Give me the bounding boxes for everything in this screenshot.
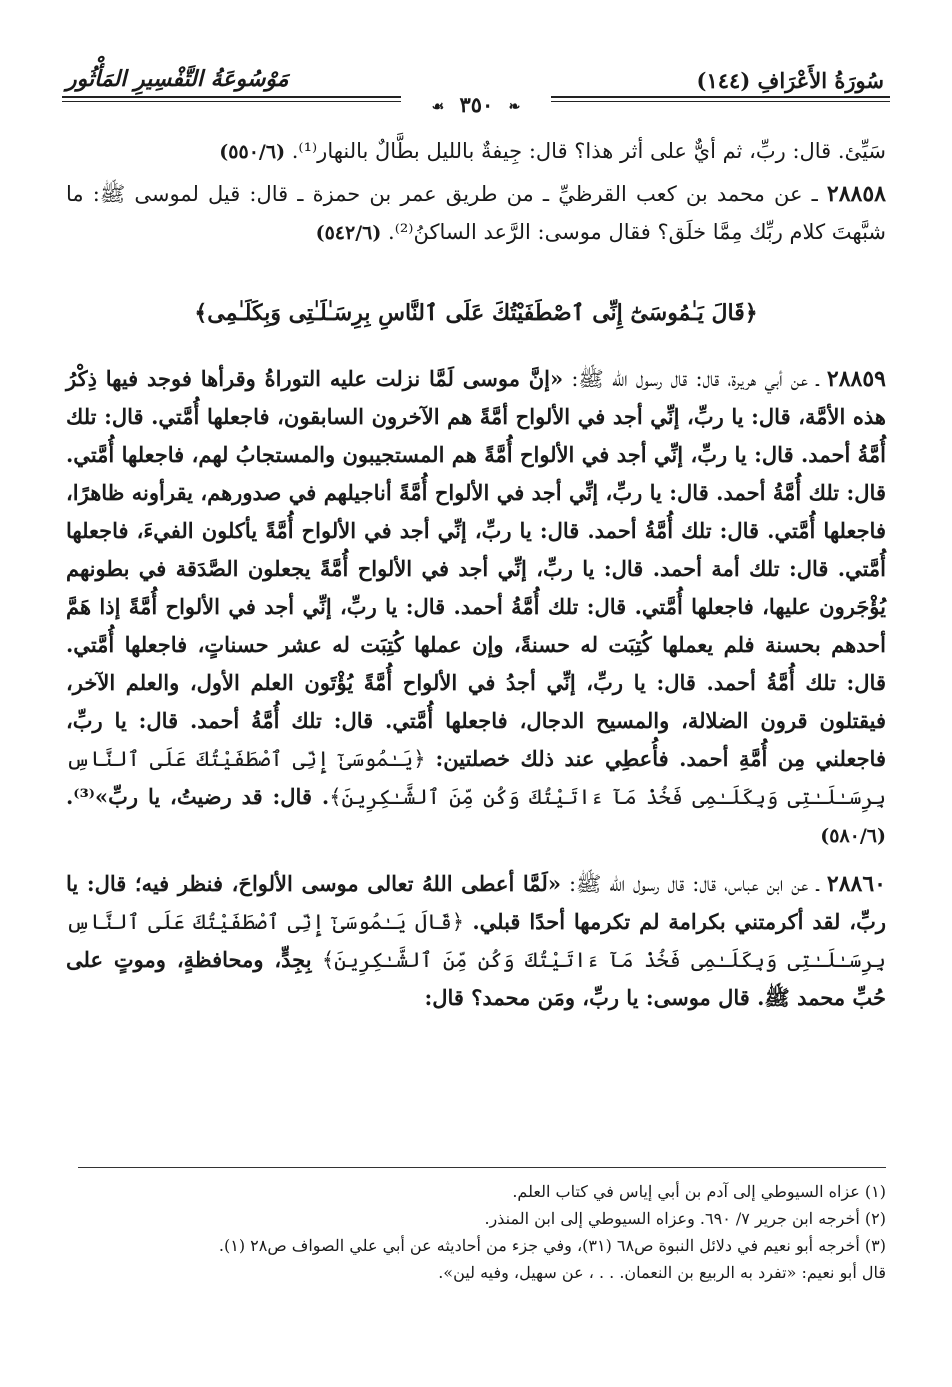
footnote-divider: [78, 1167, 886, 1168]
paragraph-1: [66, 132, 886, 171]
paragraph-1-reference: (٥٥٠/٦): [219, 141, 286, 163]
footnote-2: (٢) أخرجه ابن جرير ٧/ ٦٩٠. وعزاه السيوطي إلى ابن المنذر.: [484, 1209, 886, 1228]
paragraph-3-reference: (٥٨٠/٦): [820, 825, 886, 847]
footnote-3: (٣) أخرجه أبو نعيم في دلائل النبوة ص٦٨ (٣١)، وفي جزء من أحاديثه عن أبي علي الصواف ص٢٨ (١).: [218, 1236, 886, 1255]
footnotes: [66, 1178, 886, 1286]
book-title: مَوْسُوعَةُ التَّفْسِيرِ المَأْثُور: [66, 66, 289, 92]
paragraph-4-number: ٢٨٨٦٠: [826, 871, 886, 897]
page-number: ٣٥٠: [459, 92, 494, 117]
paragraph-4-tail: بِجِدٍّ، ومحافظةٍ، وموتٍ على حُبِّ محمد ﷺ. قال موسى: يا ربِّ، ومَن محمد؟ قال:: [66, 947, 886, 1010]
paragraph-2-text: ـ عن محمد بن كعب القرظيِّ ـ من طريق عمر بن حمزة ـ قال: قيل لموسى ﷺ: ما شبَّهتَ كلام ربِّك مِمَّا خلَق؟ فقال موسى: الرَّعد الساكنُ⁽²⁾.: [66, 182, 886, 244]
paragraph-4-text: «لَمَّا أعطى اللهُ تعالى موسى الألواحَ، فنظر فيه؛ قال: يا ربِّ، لقد أكرمتني بكرامة لم تكرمها أحدًا قبلي.: [66, 871, 886, 934]
ornament-left-icon: ❧: [508, 98, 521, 115]
verse-heading: ﴿قَالَ يَـٰمُوسَىٰٓ إِنِّى ٱصْطَفَيْتُكَ عَلَى ٱلنَّاسِ بِرِسَـٰلَـٰتِى وَبِكَلَـٰمِى﴾: [194, 300, 758, 326]
paragraph-3-verse: ﴿يَـٰمُوسَىٰٓ إِنِّى ٱصْطَفَيْتُكَ عَلَى ٱلنَّاسِ بِرِسَـٰلَـٰتِى وَبِكَلَـٰمِى فَخُذْ مَآ ءَاتَيْتُكَ وَكُن مِّنَ ٱلشَّـٰكِرِينَ﴾: [66, 747, 886, 809]
paragraph-3-tail: . قال: قد رضيتُ، يا ربِّ»⁽³⁾.: [66, 784, 330, 809]
paragraph-2-reference: (٥٤٢/٦): [315, 222, 382, 244]
main-text: [66, 132, 886, 1017]
paragraph-3-number: ٢٨٨٥٩: [826, 366, 886, 392]
paragraph-2-number: ٢٨٨٥٨: [826, 181, 886, 207]
footnote-3-continued: قال أبو نعيم: «تفرد به الربيع بن النعمان. . . ، عن سهيل، وفيه لين».: [438, 1263, 886, 1282]
paragraph-3: [66, 360, 886, 855]
running-header: [62, 52, 890, 117]
footnote-1: (١) عزاه السيوطي إلى آدم بن أبي إياس في كتاب العلم.: [512, 1182, 886, 1201]
paragraph-4-verse: ﴿قَالَ يَـٰمُوسَىٰٓ إِنِّى ٱصْطَفَيْتُكَ عَلَى ٱلنَّاسِ بِرِسَـٰلَـٰتِى وَبِكَلَـٰمِى فَخُذْ مَآ ءَاتَيْتُكَ وَكُن مِّنَ ٱلشَّـٰكِرِينَ﴾: [66, 910, 886, 972]
paragraph-4-lead: ـ عن ابن عباس، قال: قال رسول الله ﷺ:: [568, 872, 819, 896]
surah-title: سُورَةُ الأَعْرَافِ (١٤٤): [696, 68, 884, 93]
paragraph-4: [66, 865, 886, 1017]
ornament-right-icon: ☙: [431, 98, 445, 115]
paragraph-3-text: «إنَّ موسى لَمَّا نزلت عليه التوراةُ وقرأها فوجد فيها ذِكْرُ هذه الأمَّة، قال: يا ربِّ، إنِّي أجد في الألواح أمَّةً هم الآخرون السابقون، فاجعلها أُمَّتي. قال: تلك أُمَّةُ أحمد. قال: يا ربِّ، إنِّي أجد في الألواح أُمَّةً هم المستجيبون والمستجابُ لهم، فاجعلها أُمَّتي. قال: تلك أُمَّةُ أحمد. قال: يا ربِّ، إنِّي أجد في الألواح أُمَّةً أناجيلهم في صدورهم، يقرأونه ظاهرًا، فاجعلها أُمَّتي. قال: تلك أُمَّةُ أحمد. قال: يا ربِّ، إنِّي أجد في الألواح أُمَّةً يأكلون الفيءَ، فاجعلها أُمَّتي. قال: تلك أمة أحمد. قال: يا ربِّ، إنِّي أجد في الألواح أُمَّةً يجعلون الصَّدَقة في بطونهم يُؤْجَرون عليها، فاجعلها أُمَّتي. قال: تلك أُمَّةُ أحمد. قال: يا ربِّ، إنِّي أجد في الألواح أُمَّةً إذا هَمَّ أحدهم بحسنة فلم يعملها كُتِبَت له حسنةً، وإن عملها كُتِبَت له عشر حسناتٍ، فاجعلها أُمَّتي. قال: تلك أُمَّةُ أحمد. قال: يا ربِّ، إنِّي أجدُ في الألواح أُمَّةً يُؤْتَون العلم الأول، والعلم الآخر، فيقتلون قرون الضلالة، والمسيح الدجال، فاجعلها أُمَّتي. قال: تلك أُمَّةُ أحمد. قال: يا ربِّ، فاجعلني مِن أُمَّةِ أحمد. فأُعطِي عند ذلك خصلتين:: [66, 366, 886, 771]
paragraph-1-text: سَيِّئ. قال: ربِّ، ثم أيٌّ على أثر هذا؟ قال: جِيفةٌ بالليل بطَّالٌ بالنهار⁽¹⁾.: [291, 139, 886, 163]
paragraph-2: [66, 175, 886, 252]
paragraph-3-lead: ـ عن أبي هريرة، قال: قال رسول الله ﷺ:: [571, 367, 819, 391]
page-number-row: [62, 92, 890, 117]
